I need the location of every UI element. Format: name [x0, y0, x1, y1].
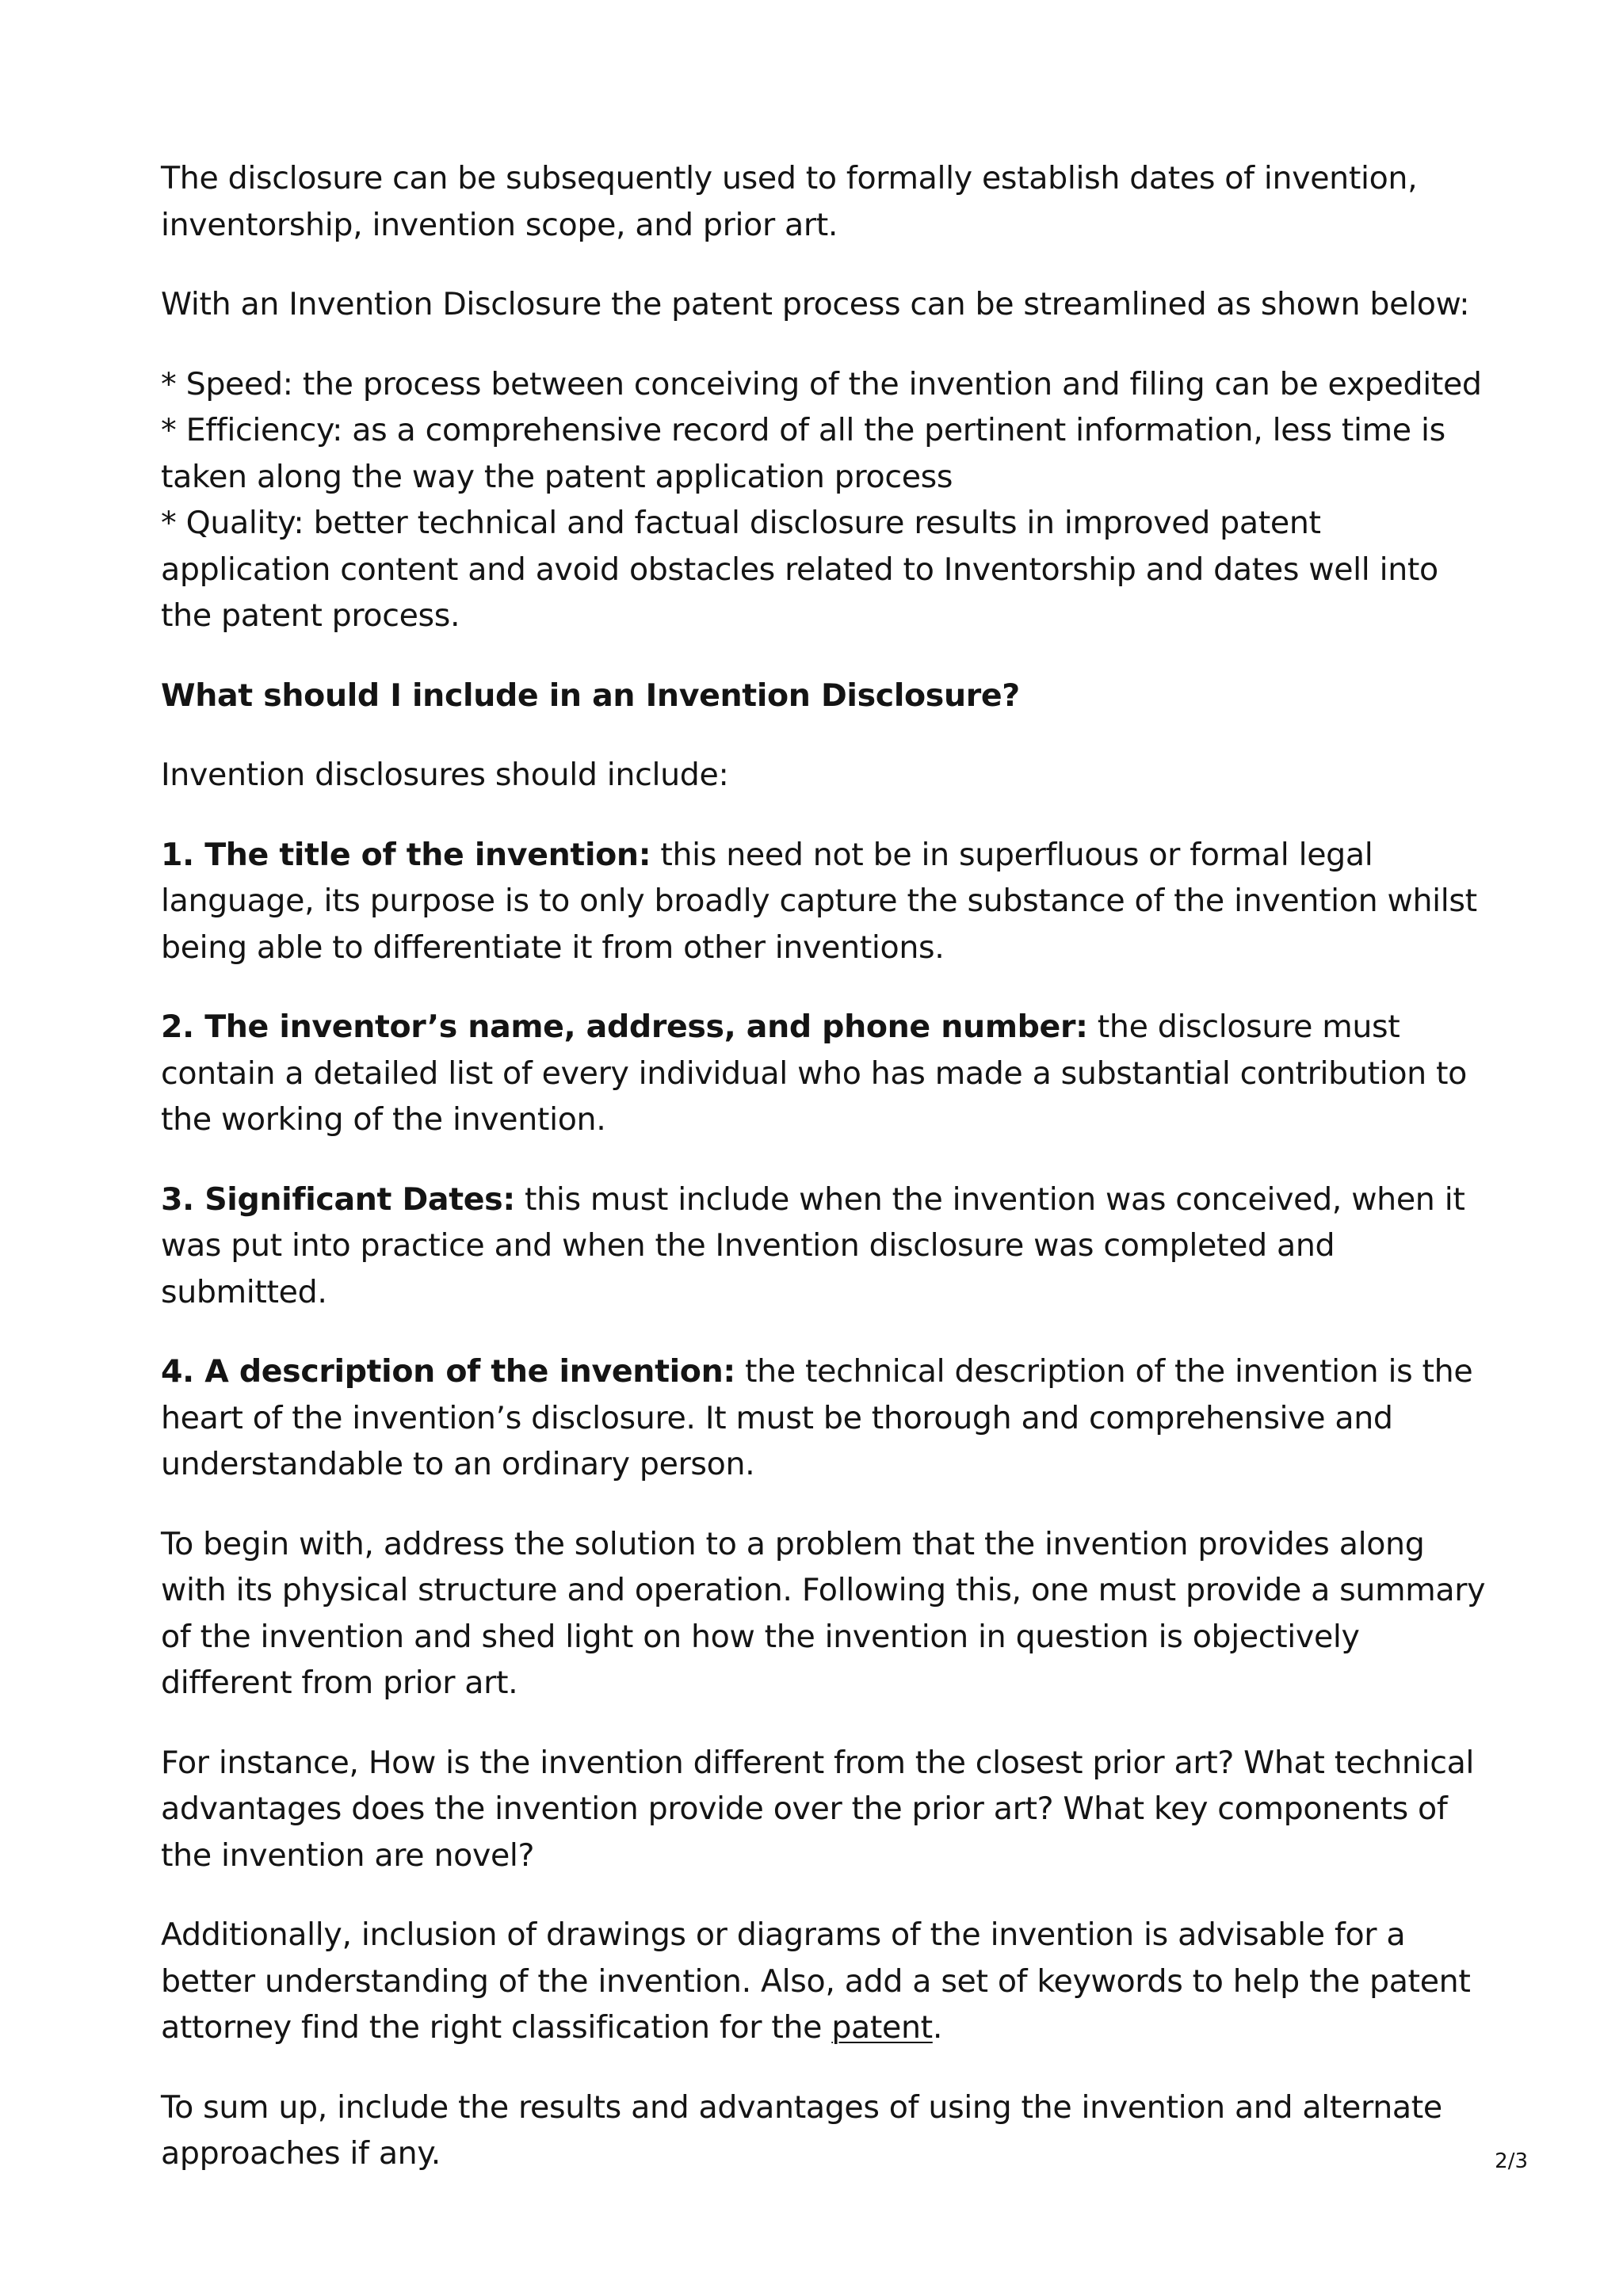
section-heading: What should I include in an Invention Disclosure?	[161, 677, 1020, 714]
paragraph-sum-up: To sum up, include the results and advantages of using the invention and alternate approaches if any.	[161, 2088, 1442, 2172]
item-inventor	[161, 1004, 1492, 1143]
paragraph-additionally-end: .	[932, 2009, 943, 2046]
paragraph-streamline-intro: With an Invention Disclosure the patent process can be streamlined as shown below:	[161, 286, 1470, 322]
paragraph-additionally-text: Additionally, inclusion of drawings or diagrams of the invention is advisable for a better understanding of the invention. Also, add a set of keywords to help the patent attorney find the right classification for the	[161, 1917, 1471, 2046]
paragraph-disclosure-use: The disclosure can be subsequently used to formally establish dates of invention, inventorship, invention scope, and prior art.	[161, 160, 1418, 243]
item-description-label: 4. A description of the invention:	[161, 1353, 735, 1390]
patent-link[interactable]: patent	[831, 2009, 933, 2046]
bullet-speed: * Speed: the process between conceiving of the invention and filing can be expedited	[161, 365, 1482, 402]
paragraph-for-instance: For instance, How is the invention different from the closest prior art? What technical advantages does the invention provide over the prior art? What key components of the invention are novel?	[161, 1744, 1475, 1874]
item-dates	[161, 1177, 1492, 1316]
document-body	[161, 155, 1492, 2210]
item-description-text: the technical description of the invention is the heart of the invention’s disclosure. It must be thorough and comprehensive and understandable to an ordinary person.	[161, 1353, 1473, 1482]
page-number: 2/3	[1495, 2149, 1528, 2173]
paragraph-begin: To begin with, address the solution to a problem that the invention provides along with its physical structure and operation. Following this, one must provide a summary of the invention and shed light on how the invention in question is objectively different from prior art.	[161, 1525, 1486, 1701]
item-description	[161, 1348, 1492, 1488]
bullet-list	[161, 361, 1492, 639]
item-inventor-text: the disclosure must contain a detailed list of every individual who has made a substantial contribution to the working of the invention.	[161, 1009, 1467, 1138]
item-title	[161, 832, 1492, 971]
item-title-text: this need not be in superfluous or formal legal language, its purpose is to only broadly capture the substance of the invention whilst being able to differentiate it from other inventions.	[161, 836, 1477, 966]
paragraph-additionally	[161, 1912, 1492, 2051]
item-title-label: 1. The title of the invention:	[161, 836, 651, 873]
item-inventor-label: 2. The inventor’s name, address, and phone number:	[161, 1009, 1088, 1045]
bullet-efficiency: * Efficiency: as a comprehensive record of all the pertinent information, less time is taken along the way the patent application process	[161, 412, 1445, 495]
paragraph-include-intro: Invention disclosures should include:	[161, 757, 729, 793]
item-dates-label: 3. Significant Dates:	[161, 1180, 515, 1218]
bullet-quality: * Quality: better technical and factual disclosure results in improved patent application content and avoid obstacles related to Inventorship and dates well into the patent process.	[161, 505, 1438, 634]
item-dates-text: this must include when the invention was conceived, when it was put into practice and when the Invention disclosure was completed and submitted.	[161, 1180, 1465, 1310]
